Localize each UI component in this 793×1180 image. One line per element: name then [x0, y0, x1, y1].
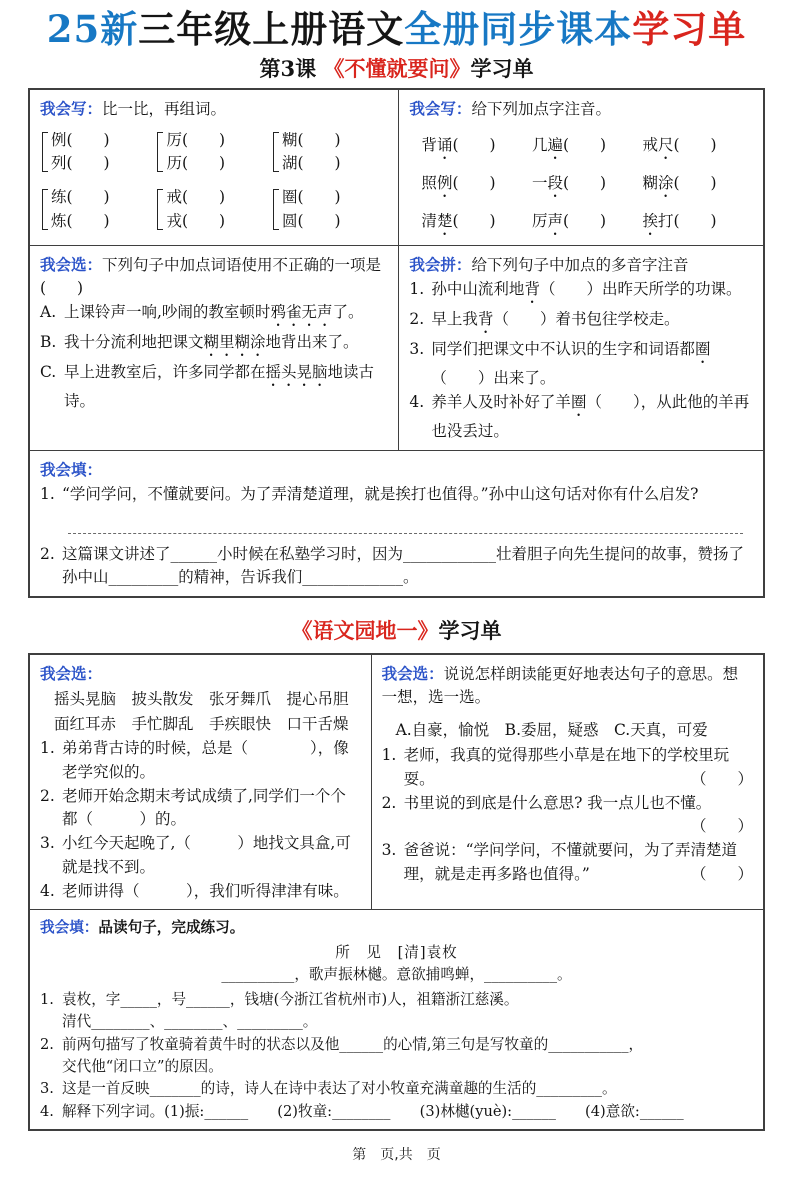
choose-cell — [30, 246, 399, 450]
zhuyin-word: 几遍( ) — [531, 135, 607, 154]
word-pair — [157, 129, 272, 176]
pair-word-bottom: 圆( ) — [281, 211, 341, 230]
pair-word-top: 厉( ) — [166, 130, 226, 149]
zhuyin-word: 照例( ) — [421, 173, 496, 192]
lesson-subtitle — [28, 53, 765, 83]
answer-blank-line — [68, 533, 743, 534]
bracket-shape — [157, 189, 163, 230]
answer-paren: （ ） — [690, 769, 753, 788]
answer-paren: （ ） — [690, 864, 753, 883]
option-marker: C. — [40, 363, 57, 382]
item-number: 1. — [40, 739, 55, 758]
zhuyin-word-grid — [409, 134, 753, 239]
poem-question: 2. 前两句描写了牧童骑着黄牛时的状态以及他______的心情,第三句是写牧童的___________， 交代他“闭口立”的原因。 — [40, 1034, 753, 1078]
item-number: 1. — [381, 746, 397, 765]
bracket-shape — [42, 189, 48, 230]
reading-choose-label: 我会选： — [381, 663, 444, 683]
write-compare-label: 我会写： — [40, 98, 103, 118]
reading-question: 1. 老师，我真的觉得那些小草是在地下的学校里玩耍。 （ ） — [382, 744, 753, 791]
lesson3-row1 — [30, 90, 763, 245]
reading-choose-header — [382, 662, 753, 710]
poem-fill-label: 我会填： — [40, 919, 99, 937]
mood-options-line: A.自豪，愉悦 B.委屈，疑惑 C.天真，可爱 — [395, 721, 708, 740]
subtitle-lesson-no: 第3课 — [259, 55, 324, 81]
idiom-question: 3. 小红今天起晚了,（ ）地找文具盒,可就是找不到。 — [40, 832, 361, 879]
reading-choose-prompt: 说说怎样朗读能更好地表达句子的意思。想一想，选一选。 — [381, 664, 739, 706]
zhuyin-word: 挨打( ) — [642, 211, 717, 230]
idiom-line-1: 摇头晃脑 披头散发 张牙舞爪 提心吊胆 — [54, 689, 349, 708]
title-part-blue1: 25新 — [46, 7, 139, 51]
subtitle-lesson-name: 《不懂就要问》 — [323, 55, 471, 81]
poem-question: 4. 解释下列字词。(1)振:______ (2)牧童:________ (3)林樾(yuè):______ (4)意欲:______ — [40, 1101, 753, 1123]
choice-option-c: C. 早上进教室后，许多同学都在摇头晃脑地读古诗。 — [40, 361, 388, 413]
idiom-line-2: 面红耳赤 手忙脚乱 手疾眼快 口干舌燥 — [54, 715, 349, 734]
garden1-heading-suffix: 学习单 — [438, 617, 502, 643]
item-number: 4. — [409, 393, 425, 412]
bracket-shape — [42, 132, 48, 173]
zhuyin-word: 背诵( ) — [421, 135, 496, 154]
item-number: 2. — [381, 793, 397, 812]
word-pair — [273, 129, 388, 176]
word-pair — [273, 186, 388, 233]
fill-item-2: 2. 这篇课文讲述了______小时候在私塾学习时，因为____________壮着胆子向先生提问的故事，赞扬了孙中山_________的精神，告诉我们_____________。 — [40, 543, 753, 590]
title-part-blue2: 全册同步课本 — [404, 7, 633, 51]
reading-question: 2. 书里说的到底是什么意思? 我一点儿也不懂。 （ ） — [382, 792, 753, 839]
item-number: 2. — [40, 545, 55, 564]
pinyin-label: 我会拼： — [409, 254, 472, 274]
bracket-shape — [273, 189, 279, 230]
choose-prompt: 下列句子中加点词语使用不正确的一项是( ) — [40, 255, 382, 298]
answer-paren: （ ） — [690, 817, 753, 836]
garden1-heading-name: 《语文园地一》 — [291, 617, 439, 643]
zhuyin-word: 糊涂( ) — [642, 173, 717, 192]
reading-question: 3. 爸爸说：“学问学问，不懂就要问，为了弄清楚道理，就是走再多路也值得。” （ ） — [382, 839, 753, 886]
pinyin-prompt: 给下列句子中加点的多音字注音 — [471, 255, 689, 274]
pair-word-bottom: 历( ) — [166, 154, 226, 173]
write-zhuyin-prompt: 给下列加点字注音。 — [471, 99, 611, 118]
item-number: 1. — [409, 280, 425, 299]
poem-title: 所 见 [清]袁枚 — [335, 944, 458, 962]
idiom-choose-label: 我会选： — [40, 663, 103, 683]
pinyin-cell — [399, 246, 763, 450]
pinyin-item: 3. 同学们把课文中不认识的生字和词语都圈（ ）出来了。 — [409, 338, 753, 390]
zhuyin-word: 清楚( ) — [421, 211, 496, 230]
fill-label: 我会填： — [40, 459, 103, 479]
pinyin-item: 2. 早上我背（ ）着书包往学校走。 — [409, 308, 753, 337]
lesson3-row3 — [30, 450, 763, 596]
subtitle-suffix: 学习单 — [470, 55, 534, 81]
garden1-row2 — [30, 909, 763, 1129]
garden1-heading — [28, 615, 765, 645]
poem-question: 3. 这是一首反映_______的诗，诗人在诗中表达了对小牧童充满童趣的生活的_________。 — [40, 1078, 753, 1100]
item-number: 1. — [40, 484, 55, 503]
pair-word-top: 糊( ) — [281, 130, 341, 149]
item-number: 4. — [40, 1103, 54, 1121]
word-pair-grid — [40, 129, 388, 233]
item-number: 4. — [40, 881, 55, 900]
pair-word-top: 戒( ) — [166, 188, 226, 207]
zhuyin-word: 厉声( ) — [531, 211, 607, 230]
item-number: 2. — [40, 1035, 54, 1053]
poem-fill-header — [40, 917, 753, 939]
idiom-question: 2. 老师开始念期末考试成绩了,同学们一个个都（ ）的。 — [40, 785, 361, 832]
word-pair — [157, 186, 272, 233]
write-zhuyin-label: 我会写： — [409, 98, 472, 118]
item-number: 3. — [40, 1080, 54, 1098]
pair-word-bottom: 湖( ) — [281, 154, 341, 173]
write-zhuyin-header — [409, 97, 753, 121]
bracket-shape — [157, 132, 163, 173]
pair-word-bottom: 戎( ) — [166, 211, 226, 230]
write-compare-prompt: 比一比，再组词。 — [102, 99, 227, 118]
idiom-question: 4. 老师讲得（ ），我们听得津津有味。 — [40, 880, 361, 903]
lesson3-table — [28, 88, 765, 598]
pinyin-item: 4. 养羊人及时补好了羊圈（ ），从此他的羊再也没丢过。 — [409, 391, 753, 443]
write-zhuyin-cell — [399, 90, 763, 245]
choice-option-b: B. 我十分流利地把课文糊里糊涂地背出来了。 — [40, 331, 388, 360]
write-compare-cell — [30, 90, 399, 245]
lesson3-row2 — [30, 245, 763, 450]
option-marker: B. — [40, 333, 57, 352]
choose-label: 我会选： — [40, 254, 103, 274]
item-number: 3. — [409, 340, 425, 359]
bracket-shape — [273, 132, 279, 173]
page-number-footer: 第 页,共 页 — [352, 1147, 441, 1164]
item-number: 2. — [409, 310, 425, 329]
choice-option-a: A. 上课铃声一响,吵闹的教室顿时鸦雀无声了。 — [40, 301, 388, 330]
zhuyin-word: 一段( ) — [531, 173, 607, 192]
option-marker: A. — [40, 303, 57, 322]
poem-fill-cell — [30, 910, 763, 1129]
pair-word-bottom: 炼( ) — [51, 211, 110, 230]
fill-cell-lesson3 — [30, 451, 763, 596]
title-part-red: 学习单 — [632, 7, 747, 51]
pair-word-top: 圈( ) — [281, 188, 341, 207]
item-number: 3. — [381, 841, 397, 860]
garden1-row1 — [30, 655, 763, 910]
choose-header — [40, 253, 388, 301]
poem-line: __________，歌声振林樾。意欲捕鸣蝉，__________。 — [221, 965, 572, 983]
item-number: 2. — [40, 786, 55, 805]
poem-fill-prompt: 品读句子，完成练习。 — [98, 919, 245, 937]
word-pair — [42, 186, 157, 233]
fill-item-1: 1. “学问学问，不懂就要问。为了弄清楚道理，就是挨打也值得。”孙中山这句话对你有什么启发? — [40, 483, 753, 506]
pair-word-top: 练( ) — [51, 188, 110, 207]
pair-word-bottom: 列( ) — [51, 154, 110, 173]
page-title — [28, 8, 765, 52]
item-number: 3. — [40, 834, 55, 853]
write-compare-header — [40, 97, 388, 121]
pair-word-top: 例( ) — [51, 130, 110, 149]
reading-choose-cell — [372, 655, 763, 910]
garden1-table — [28, 653, 765, 1132]
pinyin-header — [409, 253, 753, 277]
item-number: 1. — [40, 990, 54, 1008]
word-pair — [42, 129, 157, 176]
title-part-black: 三年级上册语文 — [138, 7, 405, 51]
idiom-choose-cell — [30, 655, 372, 910]
zhuyin-word: 戒尺( ) — [642, 135, 717, 154]
pinyin-item: 1. 孙中山流利地背（ ）出昨天所学的功课。 — [409, 278, 753, 307]
poem-question: 1. 袁枚，字_____，号______，钱塘(今浙江省杭州市)人，祖籍浙江慈溪。 清代________、________、_________。 — [40, 989, 753, 1033]
idiom-question: 1. 弟弟背古诗的时候，总是（ ），像老学究似的。 — [40, 737, 361, 784]
